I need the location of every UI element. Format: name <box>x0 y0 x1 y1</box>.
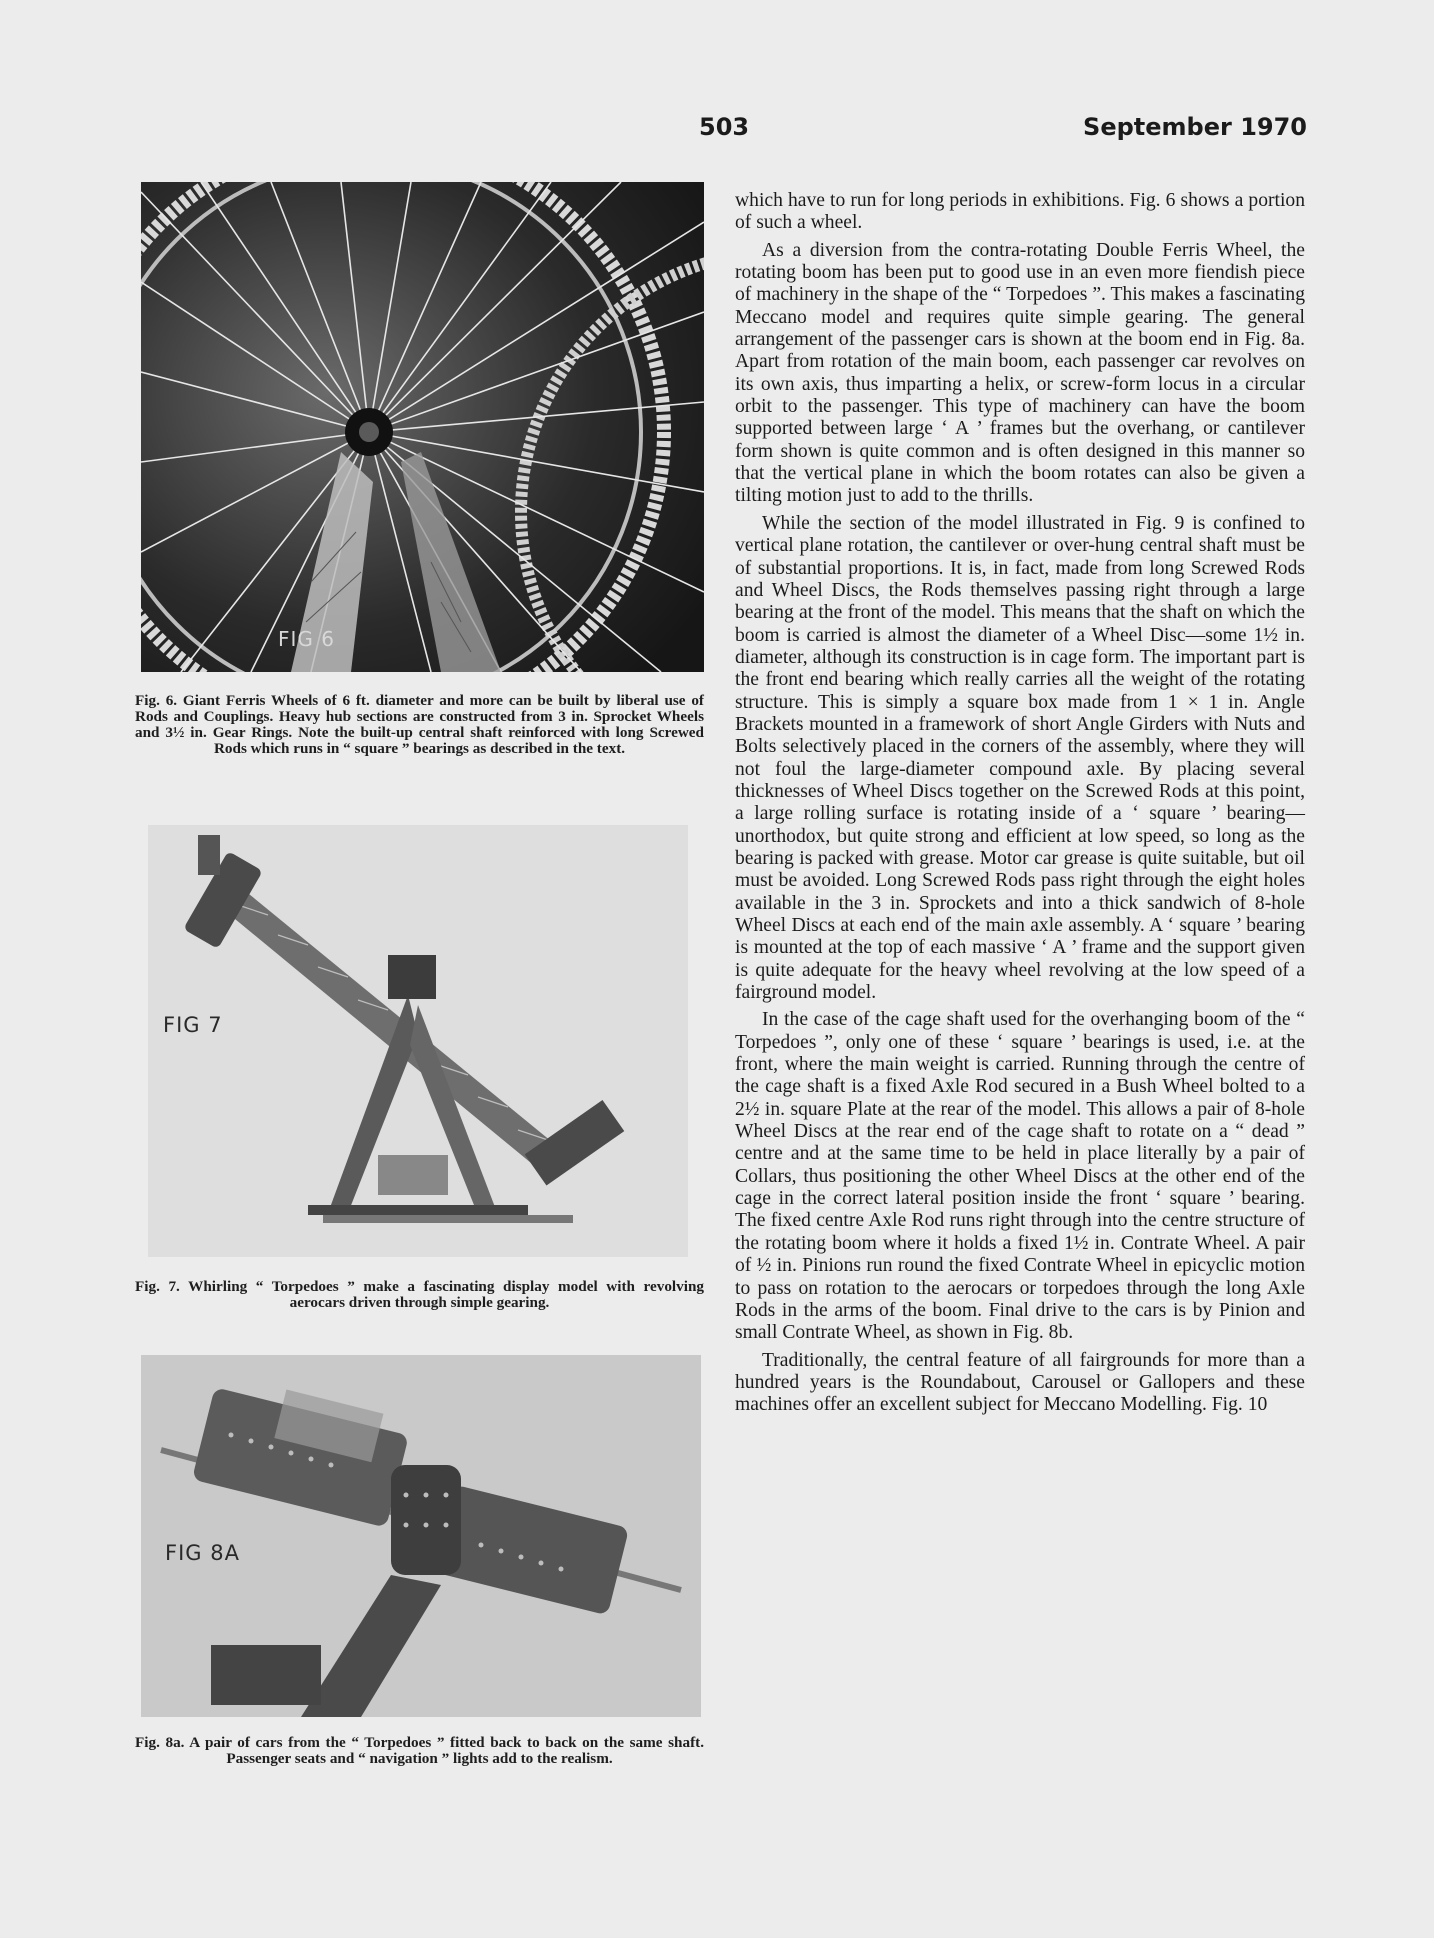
paragraph: While the section of the model illustrated in Fig. 9 is confined to vertical plane rotation, the cantilever or over-hung central shaft must be of substantial proportions. It is, in fact, made from long Screwed Rods and Wheel Discs, the Rods themselves passing right through a large bearing at the front of the model. This means that the shaft on which the boom is carried is almost the diameter of a Wheel Disc—some 1½ in. diameter, although its construction is in cage form. The important part is the front end bearing which really carries all the weight of the rotating structure. This is simply a square box made from 1 × 1 in. Angle Brackets mounted in a framework of short Angle Girders with Nuts and Bolts selectively placed in the corners of the assembly, where they will not foul the large-diameter compound axle. By placing several thicknesses of Wheel Discs together on the Screwed Rods at this point, a large rolling surface is rotating inside of a ‘ square ’ bearing—unorthodox, but quite strong and efficient at low speed, so long as the bearing is packed with grease. Motor car grease is quite suitable, but oil must be avoided. Long Screwed Rods pass right through the eight holes available in the 3 in. Sprockets and into a thick sandwich of 8-hole Wheel Discs at each end of the main axle assembly. A ‘ square ’ bearing is mounted at the top of each massive ‘ A ’ frame and the support given is quite adequate for the heavy wheel revolving at the low speed of a fairground model. <box>735 512 1305 1004</box>
paragraph: In the case of the cage shaft used for the overhanging boom of the “ Torpedoes ”, only one of these ‘ square ’ bearings is used, i.e. at the front, where the main weight is carried. Running through the centre of the cage shaft is a fixed Axle Rod secured in a Bush Wheel bolted to a 2½ in. square Plate at the rear of the model. This allows a pair of 8-hole Wheel Discs at the rear end of the cage shaft to rotate on a “ dead ” centre and at the same time to be held in place literally by a pair of Collars, thus positioning the other Wheel Discs at the other end of the cage in the correct lateral position inside the front ‘ square ’ bearing. The fixed centre Axle Rod runs right through into the centre structure of the rotating boom where it holds a fixed 1½ in. Contrate Wheel. A pair of ½ in. Pinions run round the fixed Contrate Wheel in epicyclic motion to pass on rotation to the aerocars or torpedoes through the long Axle Rods in the arms of the boom. Final drive to the cars is by Pinion and small Contrate Wheel, as shown in Fig. 8b. <box>735 1009 1305 1344</box>
fig8a-label: FIG 8A <box>165 1541 240 1565</box>
fig7-caption: Fig. 7. Whirling “ Torpedoes ” make a fascinating display model with revolving aerocars driven through simple gearing. <box>135 1278 704 1311</box>
paragraph: As a diversion from the contra-rotating Double Ferris Wheel, the rotating boom has been put to good use in an even more fiendish piece of machinery in the shape of the “ Torpedoes ”. This makes a fascinating Meccano model and requires quite simple gearing. The general arrangement of the passenger cars is shown at the boom end in Fig. 8a. Apart from rotation of the main boom, each passenger car revolves on its own axis, thus imparting a helix, or screw-form locus in a circular orbit to the passenger. This type of machinery can have the boom supported between large ‘ A ’ frames but the overhang, or cantilever form shown is quite common and is often designed in this manner so that the vertical plane in which the boom rotates can also be given a tilting motion just to add to the thrills. <box>735 239 1305 507</box>
fig6-photo <box>141 182 704 672</box>
article-body <box>735 190 1305 1422</box>
fig6-label: FIG 6 <box>278 627 335 651</box>
fig7-photo <box>148 825 688 1257</box>
paragraph: Traditionally, the central feature of all fairgrounds for more than a hundred years is the Roundabout, Carousel or Gallopers and these machines offer an excellent subject for Meccano Modelling. Fig. 10 <box>735 1349 1305 1416</box>
fig6-caption: Fig. 6. Giant Ferris Wheels of 6 ft. diameter and more can be built by liberal use of Rods and Couplings. Heavy hub sections are constructed from 3 in. Sprocket Wheels and 3½ in. Gear Rings. Note the built-up central shaft reinforced with long Screwed Rods which runs in “ square ” bearings as described in the text. <box>135 692 704 757</box>
fig7-label: FIG 7 <box>163 1013 223 1037</box>
fig8a-caption: Fig. 8a. A pair of cars from the “ Torpedoes ” fitted back to back on the same shaft. Passenger seats and “ navigation ” lights add to the realism. <box>135 1734 704 1767</box>
fig8a-photo <box>141 1355 701 1717</box>
issue-date: September 1970 <box>1083 113 1307 141</box>
page-number: 503 <box>699 113 750 141</box>
paragraph: which have to run for long periods in exhibitions. Fig. 6 shows a portion of such a wheel. <box>735 190 1305 234</box>
